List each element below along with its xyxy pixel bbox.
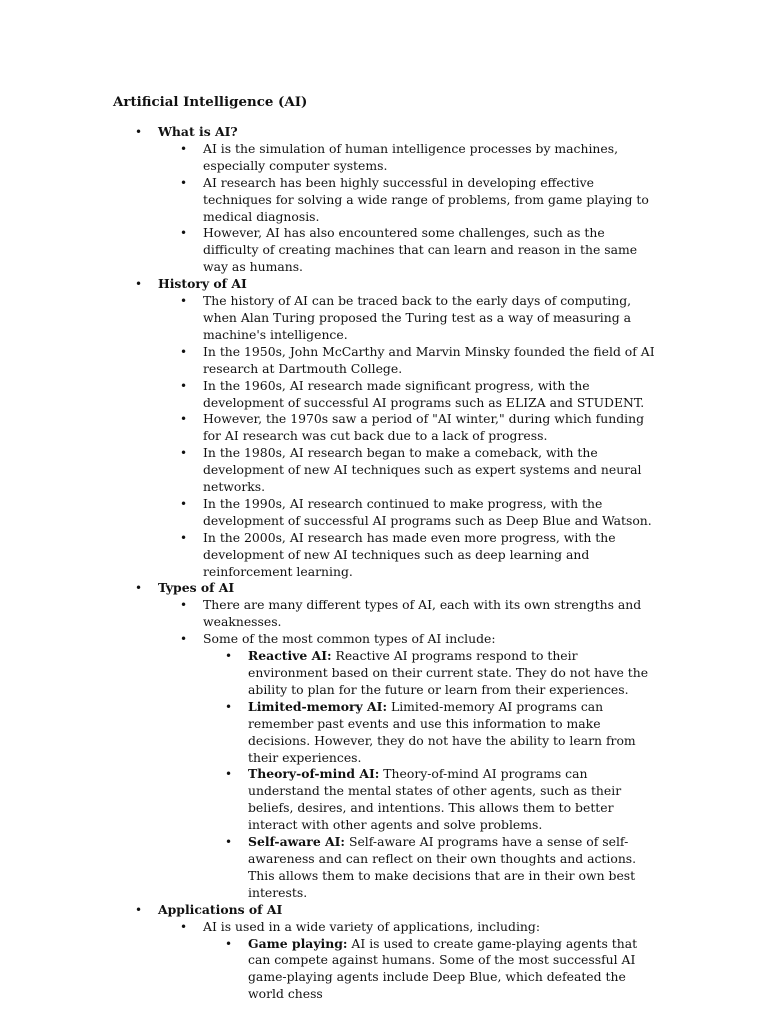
term-description: Reactive AI programs respond to their environment based on their current state. They do not have the ability to plan for the future or learn from their experiences. <box>248 648 649 697</box>
list-item-text: In the 1990s, AI research continued to make progress, with the development of successful AI programs such as Deep Blue and Watson. <box>203 495 652 528</box>
section-heading: Types of AI <box>158 580 235 596</box>
bullet-icon: • <box>135 125 143 139</box>
bullet-icon: • <box>180 632 188 647</box>
bullet-icon: • <box>180 294 188 309</box>
term-label: Limited-memory AI: <box>248 698 388 714</box>
bullet-icon: • <box>180 446 188 461</box>
list-item <box>180 495 658 530</box>
sub-list-item <box>225 698 658 767</box>
bullet-icon: • <box>225 649 233 664</box>
bullet-icon: • <box>180 141 188 156</box>
subitem-list <box>225 935 658 1004</box>
section-applications-of-ai <box>135 901 658 1003</box>
list-item <box>180 918 658 1004</box>
list-item <box>180 174 658 226</box>
list-item <box>180 411 658 445</box>
bullet-icon: • <box>135 581 143 596</box>
bullet-icon: • <box>225 835 233 850</box>
bullet-icon: • <box>135 277 143 292</box>
bullet-icon: • <box>180 496 188 511</box>
list-item <box>180 597 658 631</box>
list-item <box>180 225 658 276</box>
list-item-text: AI is the simulation of human intelligence processes by machines, especially computer systems. <box>203 140 619 173</box>
list-item <box>180 140 658 175</box>
section-items <box>180 140 658 276</box>
list-item-text: In the 1980s, AI research began to make a comeback, with the development of new AI techniques such as expert systems and neural networks. <box>203 445 642 495</box>
section-types-of-ai <box>135 580 658 901</box>
section-what-is-ai <box>135 124 658 276</box>
bullet-icon: • <box>225 936 233 951</box>
sub-list-item <box>225 766 658 834</box>
list-item <box>180 343 658 378</box>
list-item-text: AI research has been highly successful in developing effective techniques for solving a wide range of problems, from game playing to medical diagnosis. <box>203 174 649 224</box>
list-item <box>180 377 658 412</box>
bullet-icon: • <box>225 699 233 714</box>
section-history-of-ai <box>135 276 658 580</box>
section-items <box>180 918 658 1004</box>
section-items <box>180 293 658 580</box>
bullet-icon: • <box>180 412 188 427</box>
bullet-icon: • <box>180 226 188 241</box>
section-items <box>180 597 658 901</box>
term-label: Game playing: <box>248 935 348 951</box>
sub-list-item <box>225 834 658 902</box>
bullet-icon: • <box>180 530 188 545</box>
bullet-icon: • <box>225 767 233 782</box>
sub-list-item <box>225 648 658 699</box>
term-description: Limited-memory AI programs can remember past events and use this information to make decisions. However, they do not have the ability to learn from their experiences. <box>248 698 636 765</box>
term-label: Self-aware AI: <box>248 834 346 850</box>
list-item-text: In the 1960s, AI research made significant progress, with the development of successful AI programs such as ELIZA and STUDENT. <box>203 377 645 410</box>
bullet-icon: • <box>135 902 143 917</box>
term-label: Theory-of-mind AI: <box>248 766 380 782</box>
list-item-text: AI is used in a wide variety of applications, including: <box>203 918 540 934</box>
bullet-icon: • <box>180 598 188 613</box>
list-item-text: However, AI has also encountered some challenges, such as the difficulty of creating machines that can learn and reason in the same way as humans. <box>203 225 638 275</box>
list-item <box>180 445 658 496</box>
bullet-icon: • <box>180 175 188 190</box>
list-item-text: In the 2000s, AI research has made even more progress, with the development of new AI techniques such as deep learning and reinforcement learning. <box>203 529 616 579</box>
list-item-text: Some of the most common types of AI include: <box>203 631 496 647</box>
term-description: Theory-of-mind AI programs can understand the mental states of other agents, such as their beliefs, desires, and intentions. This allows them to better interact with other agents and solve problems. <box>248 766 622 833</box>
list-item <box>180 293 658 344</box>
bullet-icon: • <box>180 919 188 934</box>
list-item-text: However, the 1970s saw a period of "AI winter," during which funding for AI research was cut back due to a lack of progress. <box>203 411 645 444</box>
list-item-text: In the 1950s, John McCarthy and Marvin Minsky founded the field of AI research at Dartmouth College. <box>203 343 655 376</box>
term-label: Reactive AI: <box>248 648 332 664</box>
term-description: Self-aware AI programs have a sense of self-awareness and can reflect on their own thoughts and actions. This allows them to make decisions that are in their own best interests. <box>248 834 637 900</box>
section-heading: Applications of AI <box>158 901 283 917</box>
list-item <box>180 529 658 581</box>
list-item-text: The history of AI can be traced back to the early days of computing, when Alan Turing proposed the Turing test as a way of measuring a machine's intelligence. <box>203 293 632 342</box>
outline-list <box>135 124 658 1003</box>
list-item <box>180 631 658 902</box>
term-description: AI is used to create game-playing agents that can compete against humans. Some of the most successful AI game-playing agents include Deep Blue, which defeated the world chess <box>248 935 638 1002</box>
document-title: Artificial Intelligence (AI) <box>113 94 308 110</box>
sub-list-item <box>225 935 658 1004</box>
list-item-text: There are many different types of AI, each with its own strengths and weaknesses. <box>203 597 642 630</box>
section-heading: What is AI? <box>158 124 238 139</box>
bullet-icon: • <box>180 344 188 359</box>
section-heading: History of AI <box>158 276 247 292</box>
bullet-icon: • <box>180 378 188 393</box>
subitem-list <box>225 648 658 902</box>
